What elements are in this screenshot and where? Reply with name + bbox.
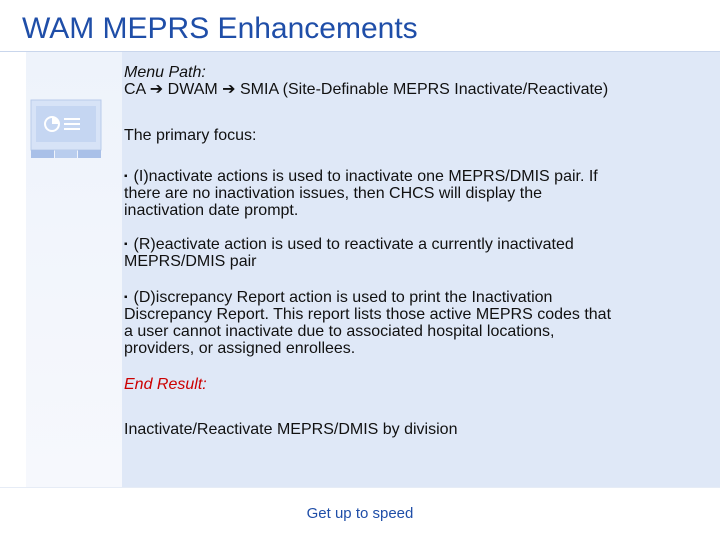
bullet-line: a user cannot inactivate due to associated hospital locations, <box>124 323 555 340</box>
end-result-label: End Result: <box>124 376 207 393</box>
bullet-marker: ▪ <box>124 171 128 182</box>
menu-path-value: CA ➔ DWAM ➔ SMIA (Site-Definable MEPRS Inactivate/Reactivate) <box>124 81 609 98</box>
primary-focus-heading: The primary focus: <box>124 127 257 144</box>
bullet-marker: ▪ <box>124 239 128 250</box>
end-result-value: Inactivate/Reactivate MEPRS/DMIS by division <box>124 421 458 438</box>
bullet-marker: ▪ <box>124 292 128 303</box>
bullet-line: Discrepancy Report. This report lists those active MEPRS codes that <box>124 306 612 323</box>
slide-title: WAM MEPRS Enhancements <box>22 12 418 45</box>
footer-tagline: Get up to speed <box>306 505 414 522</box>
window-list-icon <box>30 92 102 160</box>
bullet-item <box>124 236 574 270</box>
bullet-item <box>124 168 598 219</box>
footer-divider <box>0 487 720 488</box>
bullet-line: there are no inactivation issues, then CHCS will display the <box>124 185 542 202</box>
menu-path-label: Menu Path: <box>124 64 206 81</box>
bullet-line: inactivation date prompt. <box>124 202 299 219</box>
bullet-line: MEPRS/DMIS pair <box>124 253 257 270</box>
bullet-line: (R)eactivate action is used to reactivate a currently inactivated <box>133 236 574 253</box>
bullet-item <box>124 289 611 357</box>
bullet-line: providers, or assigned enrollees. <box>124 340 356 357</box>
bullet-line: (D)iscrepancy Report action is used to print the Inactivation <box>133 289 553 306</box>
bullet-line: (I)nactivate actions is used to inactivate one MEPRS/DMIS pair. If <box>133 168 598 185</box>
